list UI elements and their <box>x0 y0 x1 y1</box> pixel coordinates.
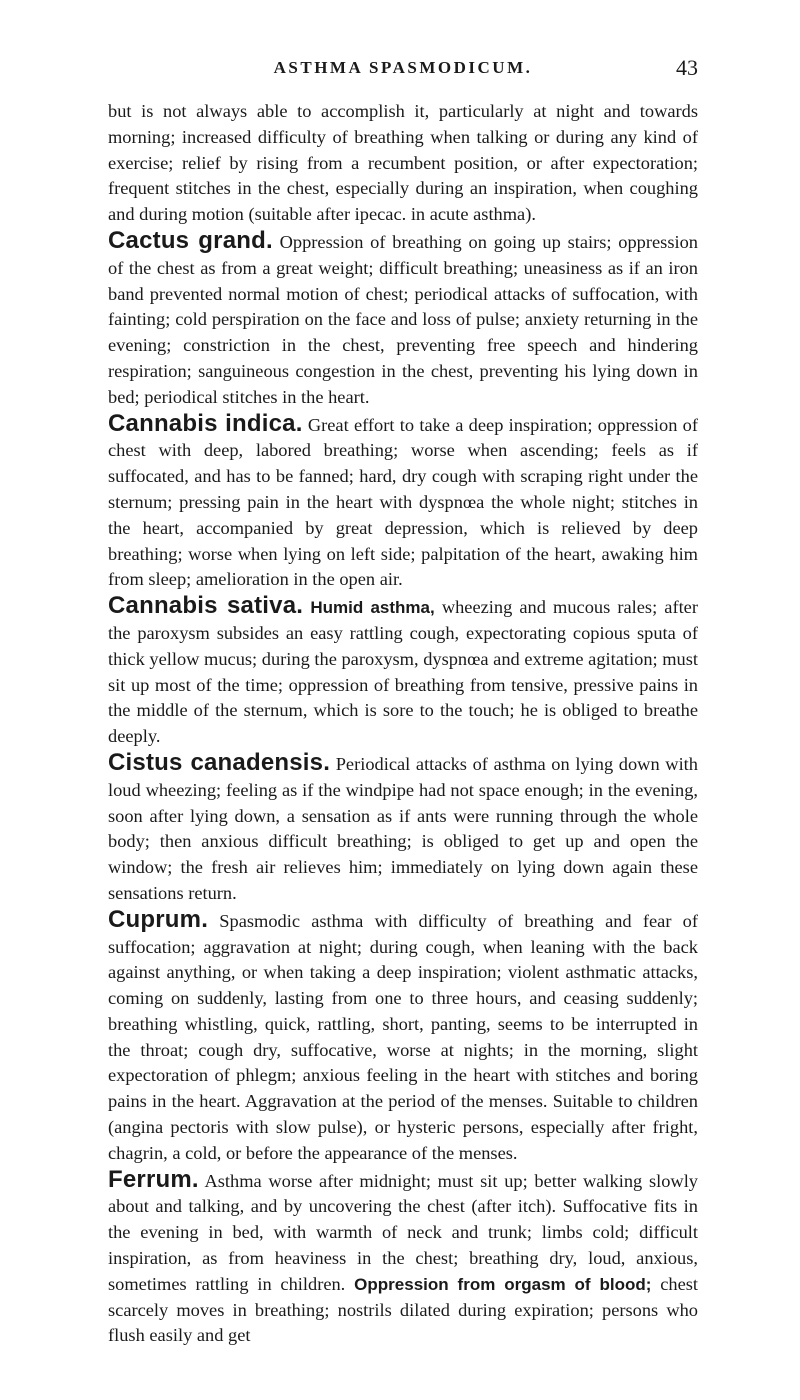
remedy-bold-lead: Humid asthma, <box>303 598 435 618</box>
remedy-text: Periodical attacks of asthma on lying down with loud wheezing; feeling as if the windpipe had not space enough; in the evening, soon after lying down, a sensation as if ants were running through the whole body; then anxious difficult breathing; is obliged to get up and open the window; the fresh air relieves him; immediately on lying down again these sensations return. <box>108 753 698 903</box>
remedy-text: Oppression of breathing on going up stairs; oppression of the chest as from a great weight; difficult breathing; uneasiness as if an iron band prevented normal motion of chest; periodical attacks of suffocation, with fainting; cold perspiration on the face and loss of pulse; anxiety returning in the evening; constriction in the chest, preventing free speech and hindering respiration; sanguineous congestion in the chest, preventing his lying down in bed; periodical stitches in the heart. <box>108 231 698 407</box>
remedy-text: Asthma worse after midnight; must sit up; better walking slowly about and talking, and by uncovering the chest (after itch). Suffocative fits in the evening in bed, with warmth of neck and trunk; limbs cold; difficult inspiration, as from heaviness in the chest; breathing dry, loud, anxious, sometimes rattling in children. <box>108 1170 698 1294</box>
remedy-entry-ferrum <box>108 1167 698 1350</box>
remedy-text: Great effort to take a deep inspiration; oppression of chest with deep, labored breathing; worse when ascending; feels as if suffocated, and has to be fanned; hard, dry cough with scraping right under the sternum; pressing pain in the heart with dyspnœa the whole night; stitches in the heart, accompanied by great depression, which is relieved by deep breathing; worse when lying on left side; palpitation of the heart, awaking him from sleep; amelioration in the open air. <box>108 414 698 590</box>
remedy-name: Cannabis indica. <box>108 409 303 437</box>
remedy-bold-tail: Oppression from orgasm of blood; <box>345 1274 652 1294</box>
remedy-name: Cactus grand. <box>108 226 273 254</box>
remedy-name: Ferrum. <box>108 1165 199 1193</box>
remedy-text: wheezing and mucous rales; after the paroxysm subsides an easy rattling cough, expectorating copious sputa of thick yellow mucus; during the paroxysm, dyspnœa and extreme agitation; must sit up most of the time; oppression of breathing from tensive, pressive pains in the middle of the sternum, which is sore to the touch; he is obliged to breathe deeply. <box>108 597 698 747</box>
remedy-name: Cannabis sativa. <box>108 592 304 620</box>
running-head: ASTHMA SPASMODICUM. <box>273 58 533 77</box>
remedy-name: Cistus canadensis. <box>108 748 331 776</box>
remedy-name: Cuprum. <box>108 905 209 933</box>
remedy-entry-cactus <box>108 228 698 411</box>
page-header <box>108 55 698 86</box>
remedy-entry-cuprum <box>108 907 698 1167</box>
page-body <box>108 99 698 1349</box>
remedy-tail-text: chest scarcely moves in breathing; nostrils dilated during expiration; persons who flush easily and get <box>108 1273 699 1346</box>
remedy-entry-cistus <box>108 750 698 907</box>
remedy-entry-cannabis-indica <box>108 411 698 594</box>
remedy-text: Spasmodic asthma with difficulty of breathing and fear of suffocation; aggravation at night; during cough, when leaning with the back against anything, or when taking a deep inspiration; violent asthmatic attacks, coming on suddenly, lasting from one to three hours, and ceasing suddenly; breathing whistling, quick, rattling, short, panting, seems to be interrupted in the throat; cough dry, suffocative, worse at nights; in the morning, slight expectoration of phlegm; anxious feeling in the heart with stitches and boring pains in the heart. Aggravation at the period of the menses. Suitable to children (angina pectoris with slow pulse), or hysteric persons, especially after fright, chagrin, a cold, or before the appearance of the menses. <box>108 910 698 1163</box>
continuation-paragraph: but is not always able to accomplish it, particularly at night and towards morning; increased difficulty of breathing when talking or during any kind of exercise; relief by rising from a recumbent position, or after expectoration; frequent stitches in the chest, especially during an inspiration, when coughing and during motion (suitable after ipecac. in acute asthma). <box>108 101 698 225</box>
page-number: 43 <box>676 55 698 80</box>
remedy-entry-cannabis-sativa <box>108 593 698 750</box>
